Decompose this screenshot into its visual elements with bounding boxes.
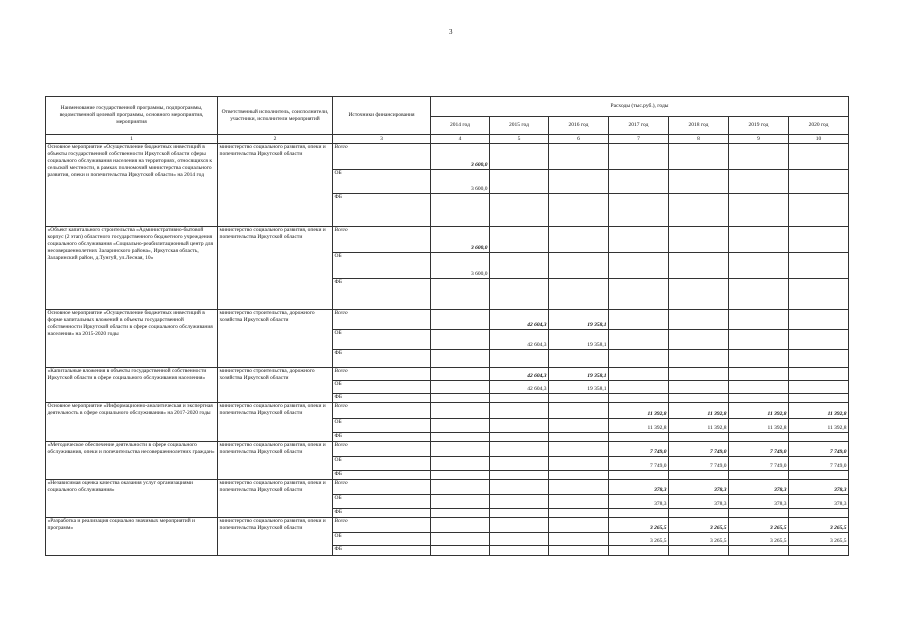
expense-value [490,471,549,480]
funding-source: ФБ [333,279,431,310]
expense-value [490,170,549,194]
expense-value [729,170,789,194]
expense-value [549,419,609,433]
expense-value: 7 749,0 [669,442,729,457]
column-number: 4 [431,135,490,144]
expense-value [490,350,549,368]
expense-value [549,442,609,457]
funding-source: Всего [333,518,431,533]
column-number: 2 [218,135,333,144]
expense-value [490,518,549,533]
expense-value [549,403,609,419]
column-number: 10 [789,135,849,144]
expense-value [789,433,849,442]
expense-value: 3 265,5 [609,518,669,533]
expense-value [490,495,549,509]
expense-value [729,471,789,480]
expense-value [669,310,729,330]
expense-value [490,433,549,442]
column-number: 9 [729,135,789,144]
expense-value [789,330,849,350]
expense-value [549,253,609,279]
expense-value: 11 392,8 [789,403,849,419]
funding-source: ОБ [333,495,431,509]
expense-value [431,194,490,227]
expense-value [490,144,549,170]
expense-value [490,403,549,419]
expense-value [609,350,669,368]
expense-value [609,253,669,279]
expense-value: 378,3 [669,480,729,495]
expense-value [789,471,849,480]
header-executor: Ответственный исполнитель, соисполнители, участники, исполнители мероприятий [218,97,333,135]
expense-value [431,433,490,442]
expense-value [789,368,849,381]
funding-source: Всего [333,403,431,419]
header-name: Наименование государственной программы, подпрограммы, ведомственной целевой программы, основного мероприятия, мероприятия [46,97,218,135]
expense-value: 19 358,1 [549,368,609,381]
expense-value [431,518,490,533]
column-number: 7 [609,135,669,144]
expense-value [789,310,849,330]
expense-value [609,368,669,381]
year-header: 2019 год [729,117,789,135]
funding-source: Всего [333,480,431,495]
expense-value [549,471,609,480]
expense-value: 19 358,1 [549,310,609,330]
expense-value [789,546,849,556]
expense-value: 11 392,8 [729,403,789,419]
table-row [46,480,849,495]
measure-name: «Разработка и реализация социально значимых мероприятий и программ» [46,518,218,556]
funding-source: ФБ [333,471,431,480]
expense-value [729,394,789,403]
expense-value [609,471,669,480]
expense-value [431,495,490,509]
expense-value [549,227,609,253]
year-header: 2015 год [490,117,549,135]
expense-value: 11 392,8 [789,419,849,433]
expense-value [669,227,729,253]
expense-value [609,433,669,442]
budget-table [45,96,849,556]
expense-value [490,279,549,310]
funding-source: ОБ [333,533,431,546]
expense-value: 7 749,0 [609,442,669,457]
table-row [46,442,849,457]
expense-value [431,457,490,471]
expense-value [669,368,729,381]
expense-value [549,518,609,533]
funding-source: ФБ [333,394,431,403]
expense-value [490,442,549,457]
executor: министерство строительства, дорожного хозяйства Иркутской области [218,368,333,403]
expense-value [431,330,490,350]
expense-value [609,381,669,394]
expense-value [669,509,729,518]
expense-value: 42 604,3 [490,381,549,394]
expense-value [549,495,609,509]
expense-value [729,330,789,350]
column-number: 1 [46,135,218,144]
year-header: 2014 год [431,117,490,135]
expense-value [549,457,609,471]
table-row [46,518,849,533]
expense-value [549,533,609,546]
expense-value [789,279,849,310]
expense-value [431,403,490,419]
expense-value [549,546,609,556]
executor: министерство социального развития, опеки и попечительства Иркутской области [218,442,333,480]
executor: министерство социального развития, опеки и попечительства Иркутской области [218,403,333,442]
expense-value: 378,3 [729,480,789,495]
expense-value [549,509,609,518]
expense-value [729,381,789,394]
expense-value: 3 600,0 [431,253,490,279]
expense-value [729,144,789,170]
expense-value: 378,3 [669,495,729,509]
expense-value [789,381,849,394]
table-row [46,310,849,330]
expense-value [490,253,549,279]
expense-value [609,509,669,518]
expense-value: 11 392,8 [609,403,669,419]
executor: министерство социального развития, опеки и попечительства Иркутской области [218,144,333,227]
funding-source: ОБ [333,170,431,194]
table-row [46,144,849,170]
measure-name: Основное мероприятие «Осуществление бюджетных инвестиций в объекты государственной собственности Иркутской области сферы социального обслуживания населения на территориях, относящихся к сельской местности, в рамках полномочий министерства социального развития, опеки и попечительства Иркутской области» на 2014 год [46,144,218,227]
expense-value [431,471,490,480]
column-number: 5 [490,135,549,144]
expense-value [549,170,609,194]
expense-value [609,546,669,556]
expense-value: 7 749,0 [789,457,849,471]
header-expenses: Расходы (тыс.руб.), годы [431,97,849,117]
funding-source: Всего [333,442,431,457]
funding-source: ФБ [333,350,431,368]
expense-value [609,279,669,310]
year-header: 2017 год [609,117,669,135]
measure-name: Основное мероприятие «Осуществление бюджетных инвестиций в форме капитальных вложений в объекты государственной собственности Иркутской области в сфере социального обслуживания населения» на 2015-2020 годы [46,310,218,368]
expense-value [490,394,549,403]
expense-value [609,394,669,403]
expense-value: 11 392,8 [609,419,669,433]
expense-value [431,394,490,403]
measure-name: Основное мероприятие «Информационно-аналитическая и экспертная деятельность в сфере социального обслуживания» на 2017-2020 годы [46,403,218,442]
expense-value: 11 392,8 [669,403,729,419]
table-row [46,368,849,381]
expense-value: 19 358,1 [549,330,609,350]
expense-value [729,368,789,381]
funding-source: Всего [333,368,431,381]
funding-source: ОБ [333,330,431,350]
expense-value [490,509,549,518]
expense-value: 3 265,5 [609,533,669,546]
expense-value [789,227,849,253]
expense-value [669,253,729,279]
expense-value: 42 604,3 [490,330,549,350]
expense-value: 7 749,0 [729,457,789,471]
expense-value [431,310,490,330]
expense-value: 42 604,3 [490,368,549,381]
executor: министерство социального развития, опеки и попечительства Иркутской области [218,480,333,518]
expense-value [549,194,609,227]
expense-value: 3 265,5 [729,533,789,546]
executor: министерство строительства, дорожного хозяйства Иркутской области [218,310,333,368]
expense-value [729,546,789,556]
expense-value [669,170,729,194]
expense-value [669,350,729,368]
expense-value [609,170,669,194]
expense-value: 11 392,8 [729,419,789,433]
expense-value [669,144,729,170]
expense-value [549,433,609,442]
expense-value [549,394,609,403]
funding-source: ОБ [333,419,431,433]
expense-value [490,227,549,253]
expense-value [490,546,549,556]
column-number: 3 [333,135,431,144]
expense-value: 3 600,0 [431,227,490,253]
page-number: 3 [449,28,453,36]
funding-source: Всего [333,310,431,330]
expense-value [609,194,669,227]
funding-source: ОБ [333,381,431,394]
expense-value [549,144,609,170]
expense-value [669,330,729,350]
expense-value [669,546,729,556]
expense-value [549,279,609,310]
expense-value: 3 265,5 [669,518,729,533]
expense-value [609,144,669,170]
expense-value [669,433,729,442]
measure-name: «Объект капитального строительства «Административно-бытовой корпус (2 этап) областного государственного бюджетного учреждения социального обслуживания «Социально-реабилитационный центр для несовершеннолетних Заларинского района», Иркутская область, Заларинский район, д.Тунгуй, ул.Лесная, 10» [46,227,218,310]
executor: министерство социального развития, опеки и попечительства Иркутской области [218,227,333,310]
expense-value: 378,3 [729,495,789,509]
expense-value [789,194,849,227]
expense-value [609,330,669,350]
expense-value [431,279,490,310]
expense-value [431,533,490,546]
measure-name: «Независимая оценка качества оказания услуг организациями социального обслуживания» [46,480,218,518]
year-header: 2018 год [669,117,729,135]
expense-value: 378,3 [789,480,849,495]
expense-value [431,419,490,433]
expense-value [669,381,729,394]
expense-value: 378,3 [609,480,669,495]
column-number: 6 [549,135,609,144]
expense-value: 3 265,5 [729,518,789,533]
expense-value [431,368,490,381]
expense-value [669,471,729,480]
table-row [46,227,849,253]
expense-value [669,394,729,403]
expense-value [729,227,789,253]
expense-value: 19 358,1 [549,381,609,394]
expense-value [431,442,490,457]
expense-value: 7 749,0 [789,442,849,457]
expense-value [729,509,789,518]
expense-value [490,194,549,227]
expense-value: 7 749,0 [729,442,789,457]
funding-source: ФБ [333,433,431,442]
expense-value [789,170,849,194]
column-number: 8 [669,135,729,144]
expense-value [549,350,609,368]
funding-source: ОБ [333,457,431,471]
funding-source: ФБ [333,509,431,518]
expense-value: 3 600,0 [431,144,490,170]
expense-value [609,227,669,253]
expense-value [490,480,549,495]
expense-value [789,253,849,279]
expense-value [490,419,549,433]
expense-value [729,194,789,227]
expense-value [549,480,609,495]
expense-value [729,253,789,279]
funding-source: ОБ [333,253,431,279]
expense-value [789,394,849,403]
expense-value [789,509,849,518]
year-header: 2020 год [789,117,849,135]
expense-value [490,457,549,471]
expense-value [431,480,490,495]
expense-value [490,533,549,546]
expense-value [729,310,789,330]
year-header: 2016 год [549,117,609,135]
expense-value: 7 749,0 [669,457,729,471]
expense-value: 378,3 [789,495,849,509]
header-source: Источники финансирования [333,97,431,135]
funding-source: Всего [333,227,431,253]
expense-value: 3 265,5 [789,518,849,533]
expense-value: 42 604,3 [490,310,549,330]
expense-value: 378,3 [609,495,669,509]
expense-value [789,350,849,368]
expense-value [431,509,490,518]
expense-value [669,194,729,227]
expense-value [729,279,789,310]
expense-value [789,144,849,170]
measure-name: «Методическое обеспечение деятельности в сфере социального обслуживания, опеки и попечительства несовершеннолетних граждан» [46,442,218,480]
funding-source: Всего [333,144,431,170]
column-numbers-row [46,135,849,144]
expense-value: 7 749,0 [609,457,669,471]
measure-name: «Капитальные вложения в объекты государственной собственности Иркутской области в сфере социального обслуживания населения» [46,368,218,403]
expense-value: 3 265,5 [789,533,849,546]
expense-value [729,433,789,442]
expense-value [729,350,789,368]
expense-value [431,381,490,394]
funding-source: ФБ [333,546,431,556]
expense-value [669,279,729,310]
expense-value: 3 265,5 [669,533,729,546]
expense-value [431,546,490,556]
expense-value [609,310,669,330]
expense-value: 3 600,0 [431,170,490,194]
executor: министерство социального развития, опеки и попечительства Иркутской области [218,518,333,556]
expense-value [431,350,490,368]
expense-value: 11 392,8 [669,419,729,433]
funding-source: ФБ [333,194,431,227]
table-row [46,403,849,419]
